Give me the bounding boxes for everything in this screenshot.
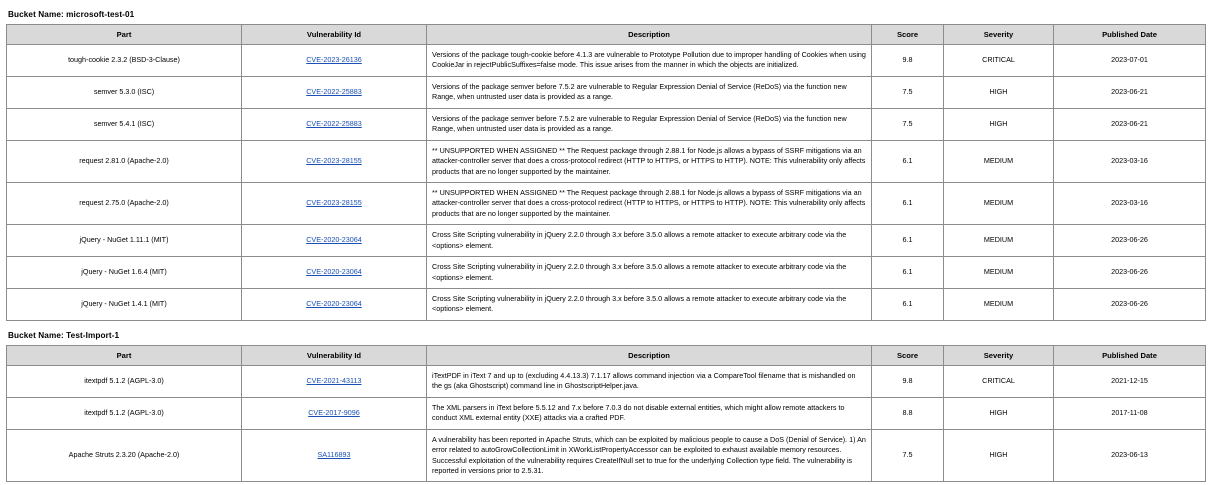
column-header-severity: Severity	[944, 345, 1054, 365]
cell-score: 9.8	[872, 365, 944, 397]
cell-vulnerability-id	[242, 289, 427, 321]
cell-severity: MEDIUM	[944, 182, 1054, 224]
cell-published-date: 2023-06-21	[1054, 108, 1206, 140]
cell-published-date: 2023-06-21	[1054, 76, 1206, 108]
vulnerability-id-link[interactable]: CVE-2017-9096	[308, 407, 360, 417]
cell-description: The XML parsers in iText before 5.5.12 and 7.x before 7.0.3 do not disable external entities, which might allow remote attackers to conduct XML external entity (XXE) attacks via a crafted PDF.	[427, 397, 872, 429]
table-row	[7, 108, 1206, 140]
cell-published-date: 2021-12-15	[1054, 365, 1206, 397]
cell-vulnerability-id	[242, 429, 427, 482]
cell-part: jQuery - NuGet 1.11.1 (MIT)	[7, 225, 242, 257]
cell-vulnerability-id	[242, 397, 427, 429]
table-row	[7, 257, 1206, 289]
cell-score: 6.1	[872, 182, 944, 224]
column-header-published-date: Published Date	[1054, 25, 1206, 45]
cell-published-date: 2023-03-16	[1054, 182, 1206, 224]
bucket-section	[6, 10, 1205, 321]
cell-score: 7.5	[872, 429, 944, 482]
cell-published-date: 2023-06-26	[1054, 225, 1206, 257]
cell-score: 9.8	[872, 45, 944, 77]
cell-vulnerability-id	[242, 365, 427, 397]
cell-score: 6.1	[872, 225, 944, 257]
vulnerability-id-link[interactable]: CVE-2022-25883	[306, 87, 362, 97]
cell-part: itextpdf 5.1.2 (AGPL-3.0)	[7, 397, 242, 429]
cell-severity: CRITICAL	[944, 45, 1054, 77]
cell-description: Versions of the package semver before 7.5.2 are vulnerable to Regular Expression Denial of Service (ReDoS) via the function new Range, when untrusted user data is provided as a range.	[427, 76, 872, 108]
cell-severity: MEDIUM	[944, 289, 1054, 321]
table-row	[7, 429, 1206, 482]
cell-part: jQuery - NuGet 1.4.1 (MIT)	[7, 289, 242, 321]
table-row	[7, 365, 1206, 397]
cell-severity: HIGH	[944, 76, 1054, 108]
vulnerability-id-link[interactable]: CVE-2020-23064	[306, 299, 362, 309]
bucket-name-heading: Bucket Name: microsoft-test-01	[8, 10, 135, 19]
column-header-severity: Severity	[944, 25, 1054, 45]
cell-vulnerability-id	[242, 182, 427, 224]
cell-part: request 2.75.0 (Apache-2.0)	[7, 182, 242, 224]
cell-score: 6.1	[872, 289, 944, 321]
vulnerability-table	[6, 24, 1206, 321]
cell-part: jQuery - NuGet 1.6.4 (MIT)	[7, 257, 242, 289]
table-row	[7, 397, 1206, 429]
cell-vulnerability-id	[242, 140, 427, 182]
cell-description: Cross Site Scripting vulnerability in jQuery 2.2.0 through 3.x before 3.5.0 allows a remote attacker to execute arbitrary code via the <options> element.	[427, 289, 872, 321]
cell-part: semver 5.3.0 (ISC)	[7, 76, 242, 108]
cell-severity: HIGH	[944, 429, 1054, 482]
vulnerability-id-link[interactable]: SA116893	[317, 450, 351, 460]
cell-severity: MEDIUM	[944, 225, 1054, 257]
column-header-score: Score	[872, 345, 944, 365]
cell-published-date: 2023-03-16	[1054, 140, 1206, 182]
cell-severity: CRITICAL	[944, 365, 1054, 397]
cell-published-date: 2023-06-13	[1054, 429, 1206, 482]
cell-vulnerability-id	[242, 257, 427, 289]
cell-description: Versions of the package semver before 7.5.2 are vulnerable to Regular Expression Denial of Service (ReDoS) via the function new Range, when untrusted user data is provided as a range.	[427, 108, 872, 140]
cell-score: 7.5	[872, 108, 944, 140]
cell-vulnerability-id	[242, 108, 427, 140]
cell-score: 6.1	[872, 140, 944, 182]
cell-part: Apache Struts 2.3.20 (Apache-2.0)	[7, 429, 242, 482]
cell-published-date: 2023-07-01	[1054, 45, 1206, 77]
cell-severity: MEDIUM	[944, 140, 1054, 182]
table-row	[7, 45, 1206, 77]
cell-vulnerability-id	[242, 225, 427, 257]
cell-description: Cross Site Scripting vulnerability in jQuery 2.2.0 through 3.x before 3.5.0 allows a remote attacker to execute arbitrary code via the <options> element.	[427, 257, 872, 289]
vulnerability-id-link[interactable]: CVE-2022-25883	[306, 118, 362, 128]
cell-part: semver 5.4.1 (ISC)	[7, 108, 242, 140]
table-row	[7, 76, 1206, 108]
cell-severity: HIGH	[944, 108, 1054, 140]
cell-severity: MEDIUM	[944, 257, 1054, 289]
cell-description: iTextPDF in iText 7 and up to (excluding 4.4.13.3) 7.1.17 allows command injection via a CompareTool filename that is mishandled on the gs (aka Ghostscript) command line in GhostscriptHelper.java.	[427, 365, 872, 397]
cell-score: 7.5	[872, 76, 944, 108]
cell-description: Versions of the package tough-cookie before 4.1.3 are vulnerable to Prototype Pollution due to improper handling of Cookies when using CookieJar in rejectPublicSuffixes=false mode. This issue arises from the manner in which the objects are initialized.	[427, 45, 872, 77]
vulnerability-id-link[interactable]: CVE-2023-26136	[306, 55, 362, 65]
table-header-row	[7, 25, 1206, 45]
cell-description: ** UNSUPPORTED WHEN ASSIGNED ** The Request package through 2.88.1 for Node.js allows a bypass of SSRF mitigations via an attacker-controller server that does a cross-protocol redirect (HTTP to HTTPS, or HTTPS to HTTP). NOTE: This vulnerability only affects products that are no longer supported by the maintainer.	[427, 182, 872, 224]
cell-description: Cross Site Scripting vulnerability in jQuery 2.2.0 through 3.x before 3.5.0 allows a remote attacker to execute arbitrary code via the <options> element.	[427, 225, 872, 257]
cell-published-date: 2023-06-26	[1054, 257, 1206, 289]
table-row	[7, 289, 1206, 321]
vulnerability-report	[6, 10, 1205, 482]
vulnerability-table	[6, 345, 1206, 483]
cell-part: request 2.81.0 (Apache-2.0)	[7, 140, 242, 182]
table-row	[7, 140, 1206, 182]
cell-vulnerability-id	[242, 45, 427, 77]
bucket-name-heading: Bucket Name: Test-Import-1	[8, 330, 120, 340]
vulnerability-id-link[interactable]: CVE-2021-43113	[306, 376, 362, 386]
cell-description: ** UNSUPPORTED WHEN ASSIGNED ** The Request package through 2.88.1 for Node.js allows a bypass of SSRF mitigations via an attacker-controller server that does a cross-protocol redirect (HTTP to HTTPS, or HTTPS to HTTP). NOTE: This vulnerability only affects products that are no longer supported by the maintainer.	[427, 140, 872, 182]
table-row	[7, 225, 1206, 257]
column-header-score: Score	[872, 25, 944, 45]
vulnerability-id-link[interactable]: CVE-2020-23064	[306, 235, 362, 245]
cell-published-date: 2023-06-26	[1054, 289, 1206, 321]
cell-severity: HIGH	[944, 397, 1054, 429]
cell-score: 6.1	[872, 257, 944, 289]
column-header-description: Description	[427, 345, 872, 365]
column-header-part: Part	[7, 345, 242, 365]
column-header-description: Description	[427, 25, 872, 45]
cell-vulnerability-id	[242, 76, 427, 108]
vulnerability-id-link[interactable]: CVE-2023-28155	[306, 198, 362, 208]
vulnerability-id-link[interactable]: CVE-2023-28155	[306, 156, 362, 166]
column-header-vulnerability-id: Vulnerability Id	[242, 345, 427, 365]
column-header-published-date: Published Date	[1054, 345, 1206, 365]
cell-score: 8.8	[872, 397, 944, 429]
table-row	[7, 182, 1206, 224]
column-header-vulnerability-id: Vulnerability Id	[242, 25, 427, 45]
cell-published-date: 2017-11-08	[1054, 397, 1206, 429]
table-header-row	[7, 345, 1206, 365]
vulnerability-id-link[interactable]: CVE-2020-23064	[306, 267, 362, 277]
column-header-part: Part	[7, 25, 242, 45]
cell-part: tough-cookie 2.3.2 (BSD-3-Clause)	[7, 45, 242, 77]
cell-part: itextpdf 5.1.2 (AGPL-3.0)	[7, 365, 242, 397]
cell-description: A vulnerability has been reported in Apache Struts, which can be exploited by malicious people to cause a DoS (Denial of Service). 1) An error related to autoGrowCollectionLimit in XWorkListPropertyAccessor can be exploited to exhaust available memory resources. Successful exploitation of the vulnerability requires CreateIfNull set to true for the underlying Collection type field. The vulnerability is reported in versions prior to 2.5.31.	[427, 429, 872, 482]
bucket-section	[6, 331, 1205, 483]
